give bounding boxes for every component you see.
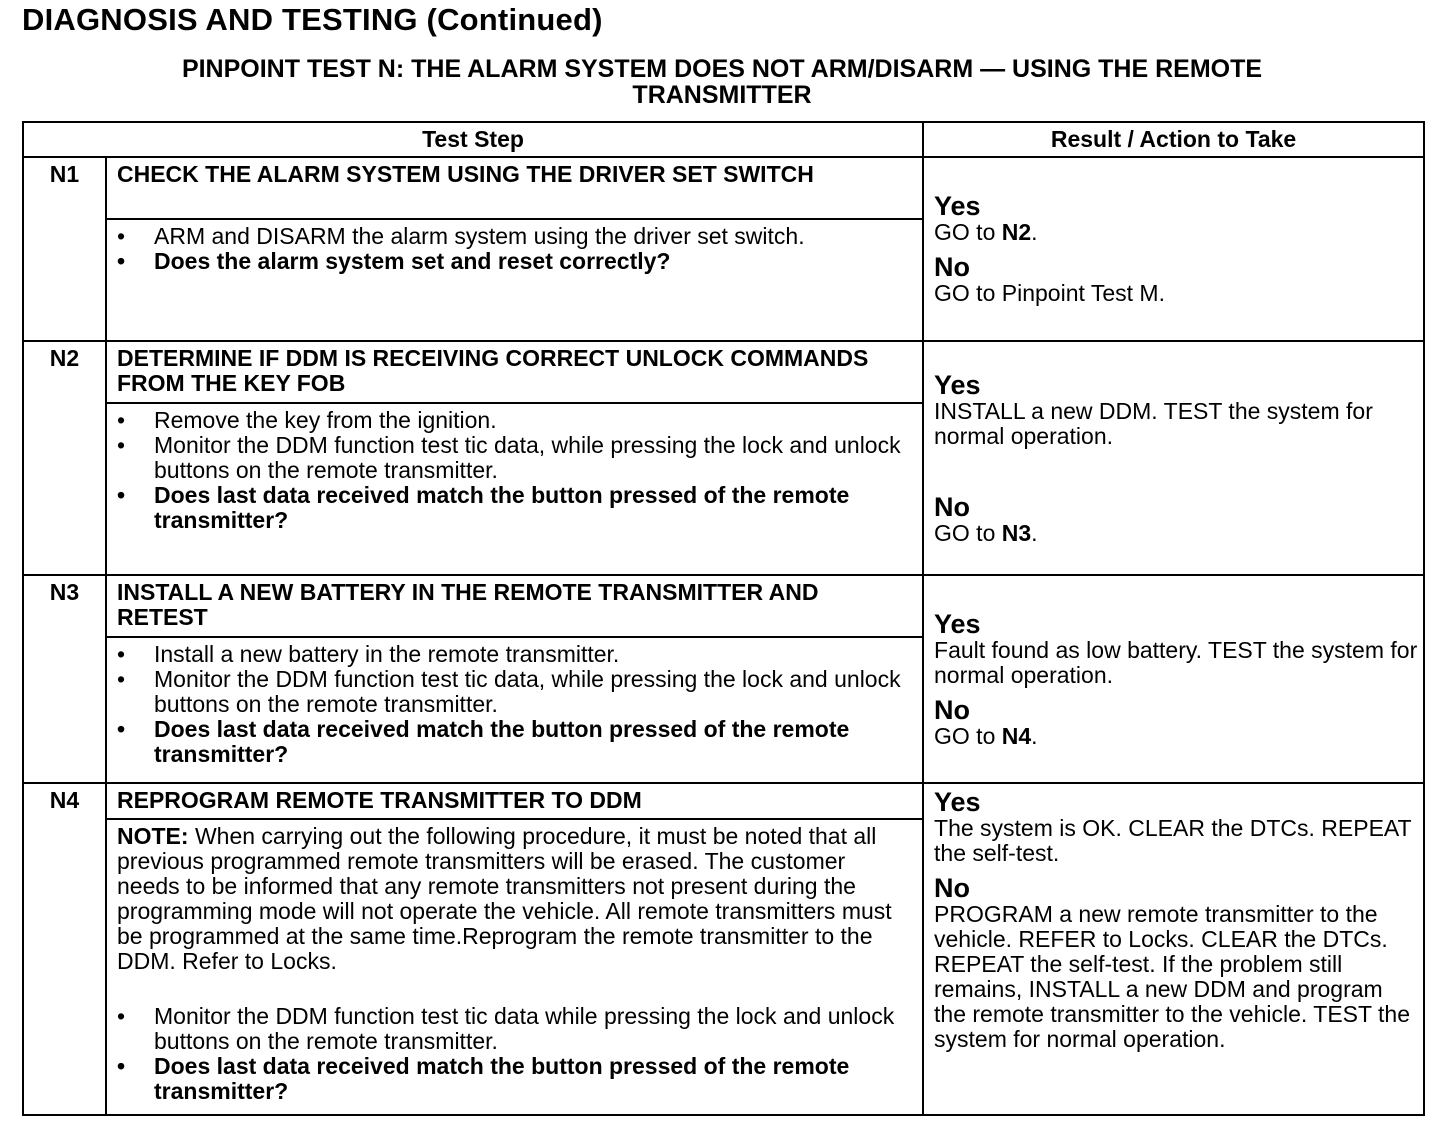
step-id: N3 [23,575,106,637]
step-body [106,819,923,1115]
list-item: • Install a new battery in the remote transmitter. [117,641,620,667]
yes-label: Yes [934,191,981,221]
yes-label: Yes [934,787,981,817]
step-n4-heading-row [23,783,1424,819]
no-action: GO to Pinpoint Test M. [934,280,1165,306]
step-heading: DETERMINE IF DDM IS RECEIVING CORRECT UNLOCK COMMANDS FROM THE KEY FOB [106,341,923,403]
list-item: • Does the alarm system set and reset correctly? [117,248,671,274]
no-label: No [934,252,971,282]
no-action: GO to N4. [934,722,1038,749]
yes-action: GO to N2. [934,219,1038,245]
step-heading: INSTALL A NEW BATTERY IN THE REMOTE TRANSMITTER AND RETEST [106,575,923,637]
step-heading: CHECK THE ALARM SYSTEM USING THE DRIVER SET SWITCH [106,157,923,219]
list-item: • Does last data received match the button pressed of the remote transmitter? [117,482,850,533]
no-action: PROGRAM a new remote transmitter to the vehicle. REFER to Locks. CLEAR the DTCs. REPEAT the self-test. If the problem still remains, INSTALL a new DDM and program the remote transmitter to the vehicle. TEST the system for normal operation. [934,901,1410,1052]
note-paragraph [117,824,912,974]
list-item: • Remove the key from the ignition. [117,407,497,433]
no-label: No [934,873,971,903]
page-title: DIAGNOSIS AND TESTING (Continued) [22,2,603,37]
pinpoint-test-title-line1: PINPOINT TEST N: THE ALARM SYSTEM DOES NOT ARM/DISARM — USING THE REMOTE [181,55,1263,83]
column-header-test-step: Test Step [23,122,923,157]
step-body [106,219,923,341]
no-label: No [934,491,971,522]
step-id: N4 [23,783,106,819]
list-item: • Monitor the DDM function test tic data, while pressing the lock and unlock buttons on the remote transmitter. [117,666,901,717]
yes-label: Yes [934,608,981,639]
yes-action: Fault found as low battery. TEST the system for normal operation. [934,636,1418,688]
step-body [106,637,923,783]
no-label: No [934,694,971,725]
note-text: When carrying out the following procedure, it must be noted that all previous programmed remote transmitters will be erased. The customer needs to be informed that any remote transmitters not present during the programming mode will not operate the vehicle. All remote transmitters must be programmed at the same time.Reprogram the remote transmitter to the DDM. Refer to Locks. [117,823,892,974]
step-body [106,403,923,575]
list-item: • Does last data received match the button pressed of the remote transmitter? [117,716,850,767]
step-id: N1 [23,157,106,219]
step-result [923,341,1424,575]
yes-label: Yes [934,369,981,400]
step-n2-heading-row [23,341,1424,403]
step-heading: REPROGRAM REMOTE TRANSMITTER TO DDM [106,783,923,819]
table-header-row [23,122,1424,157]
no-action: GO to N3. [934,519,1038,546]
pinpoint-test-title [22,56,1422,108]
yes-action: The system is OK. CLEAR the DTCs. REPEAT the self-test. [934,815,1412,866]
step-result [923,575,1424,783]
yes-action: INSTALL a new DDM. TEST the system for normal operation. [934,397,1373,449]
note-label: NOTE: [117,823,189,849]
column-header-result: Result / Action to Take [923,122,1424,157]
list-item: • Monitor the DDM function test tic data, while pressing the lock and unlock buttons on the remote transmitter. [117,432,901,483]
pinpoint-test-table [22,121,1425,1116]
list-item: • Does last data received match the button pressed of the remote transmitter? [117,1053,850,1104]
step-id: N2 [23,341,106,403]
list-item: • Monitor the DDM function test tic data while pressing the lock and unlock buttons on the remote transmitter. [117,1003,895,1054]
step-result [923,157,1424,341]
list-item: • ARM and DISARM the alarm system using the driver set switch. [117,223,805,249]
step-n1-heading-row [23,157,1424,219]
pinpoint-test-title-line2: TRANSMITTER [632,81,812,109]
step-result [923,783,1424,1115]
step-n3-heading-row [23,575,1424,637]
